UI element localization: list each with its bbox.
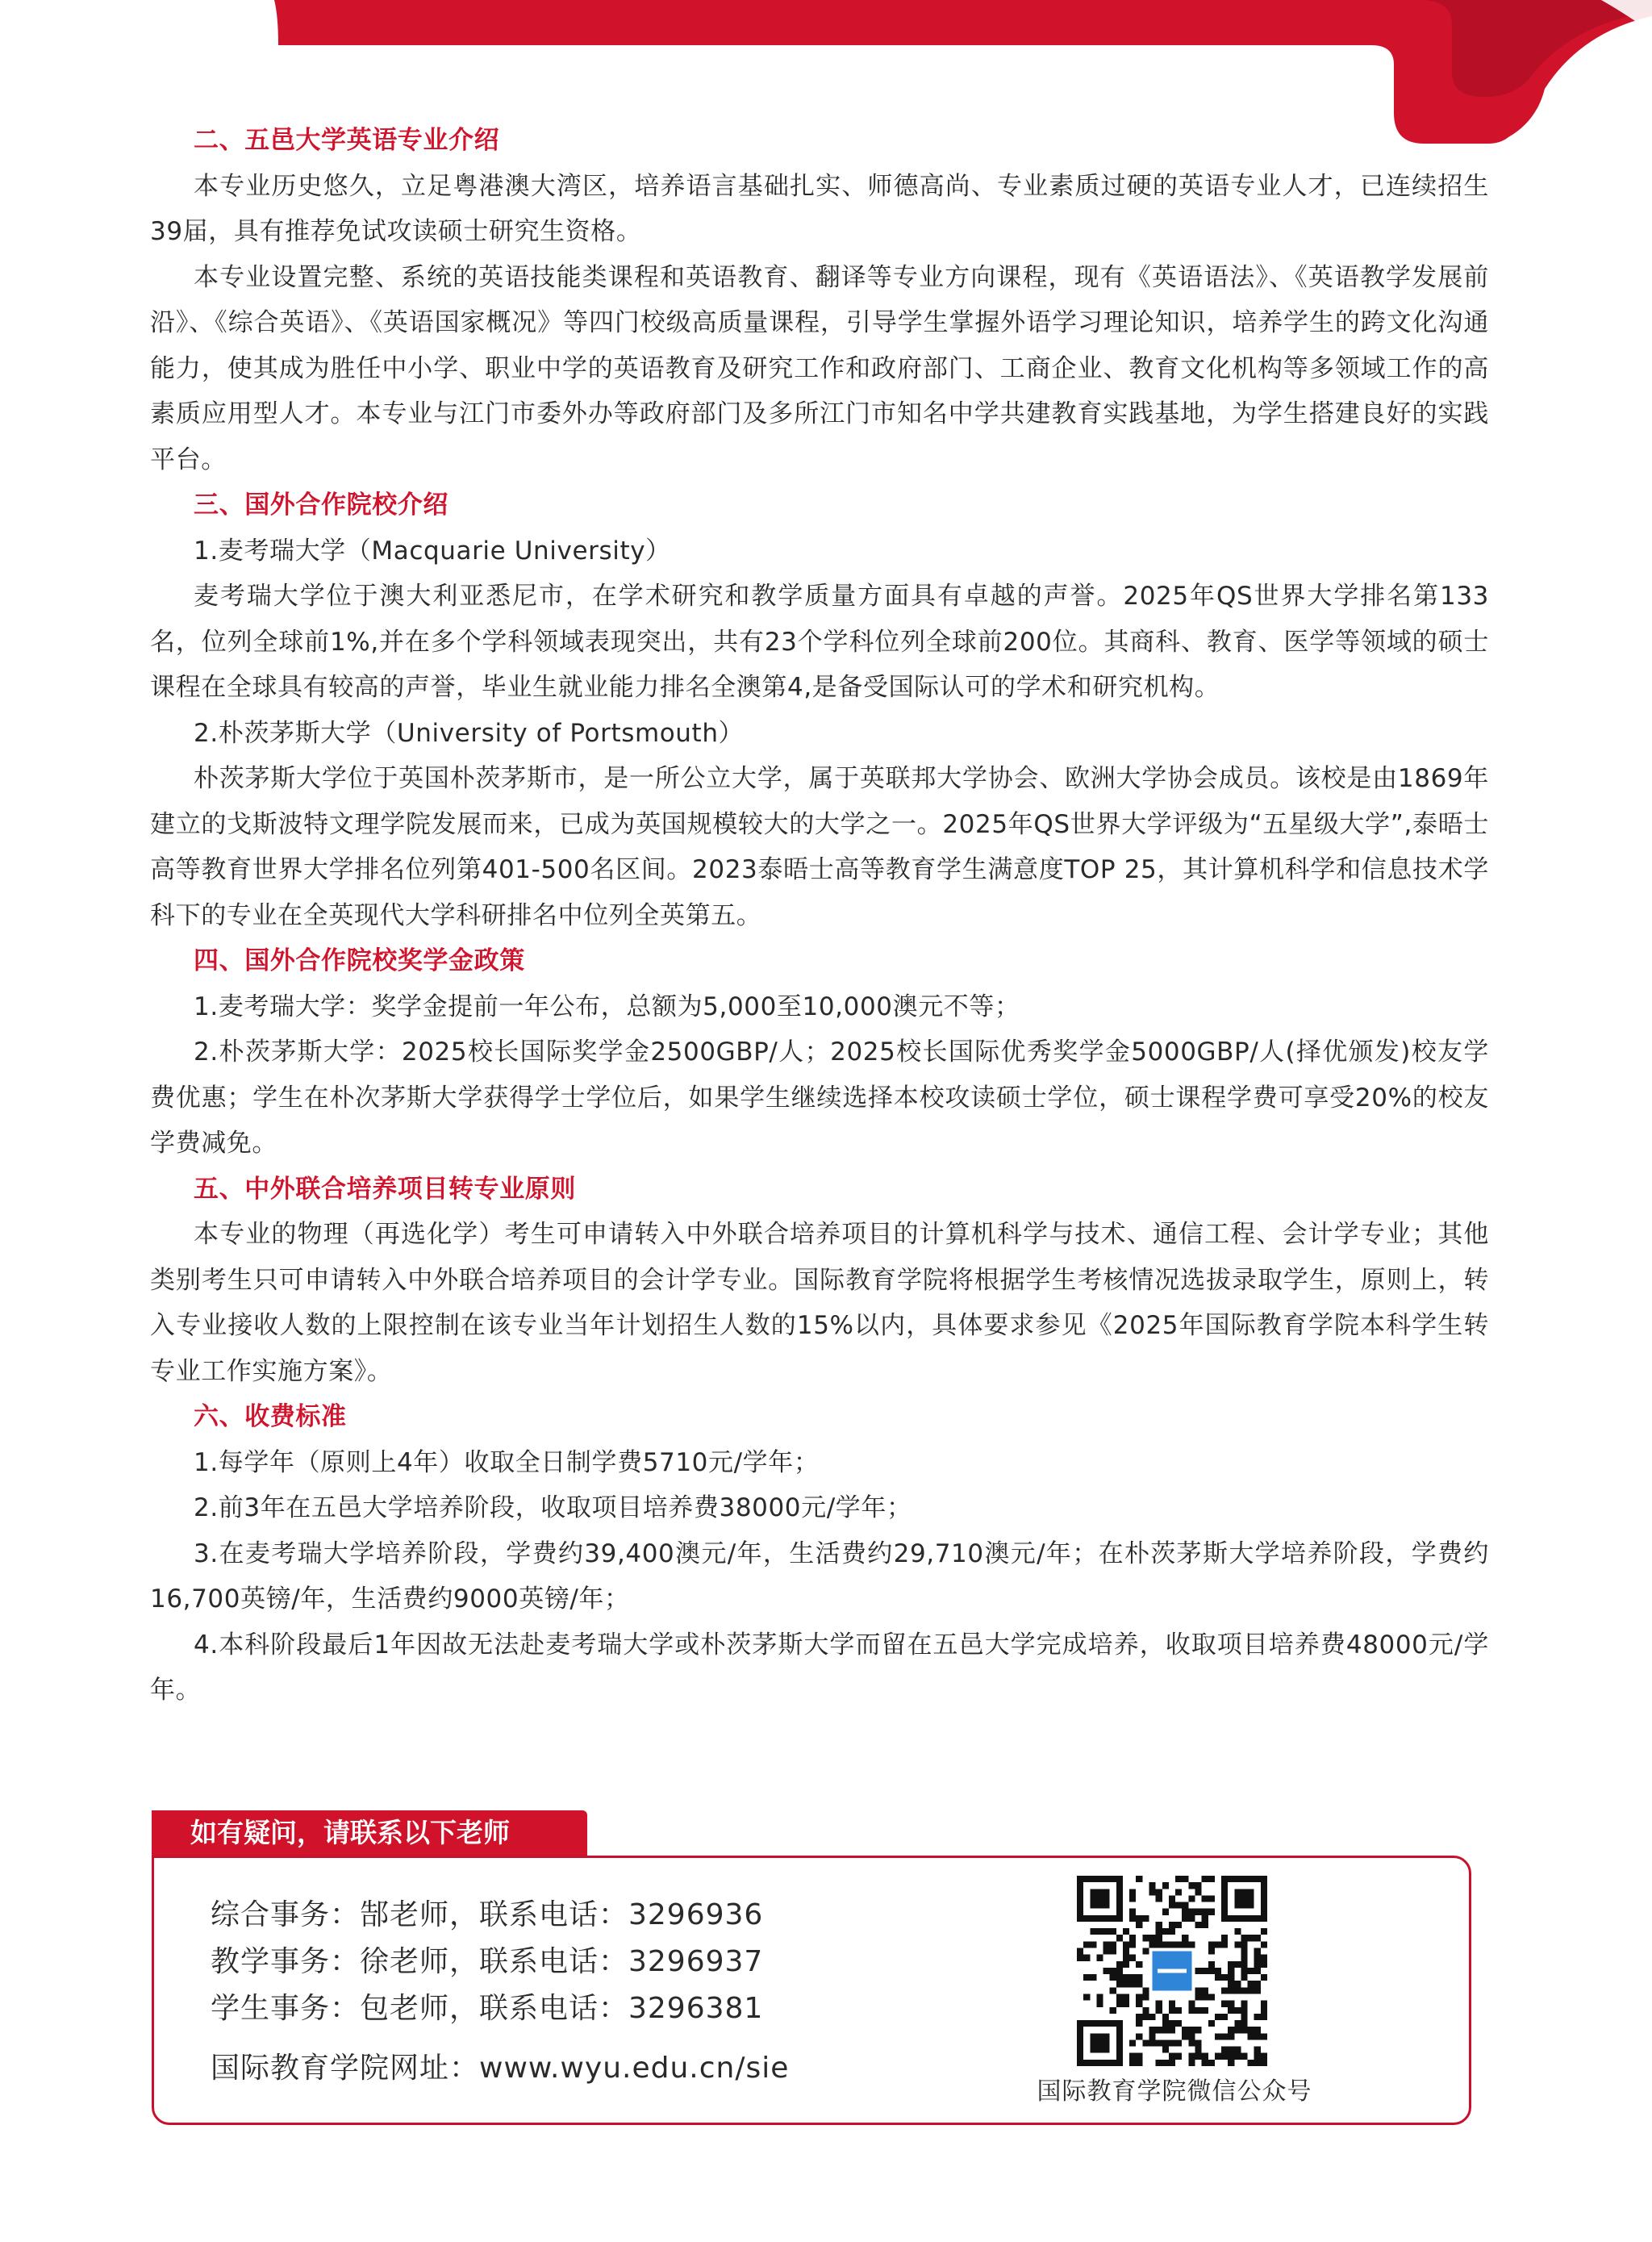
paragraph: 本专业历史悠久，立足粤港澳大湾区，培养语言基础扎实、师德高尚、专业素质过硬的英语专业人才，已连续招生39届，具有推荐免试攻读硕士研究生资格。 [150, 171, 1489, 246]
contact-box [152, 1856, 1471, 2125]
contact-tab-title: 如有疑问，请联系以下老师 [152, 1810, 587, 1856]
section-heading-fees: 六、收费标准 [194, 1402, 347, 1431]
section-heading-major: 二、五邑大学英语专业介绍 [194, 126, 500, 155]
section-heading-transfer: 五、中外联合培养项目转专业原则 [194, 1174, 576, 1204]
qr-code-icon [1077, 1876, 1267, 2066]
section-heading-scholarship: 四、国外合作院校奖学金政策 [194, 946, 525, 975]
contact-student: 学生事务：包老师，联系电话：3296381 [211, 1992, 764, 2025]
paragraph: 2.前3年在五邑大学培养阶段，收取项目培养费38000元/学年； [194, 1493, 912, 1522]
subheading-macquarie: 1.麦考瑞大学（Macquarie University） [194, 536, 671, 566]
contact-teaching: 教学事务：徐老师，联系电话：3296937 [211, 1945, 764, 1978]
paragraph: 本专业的物理（再选化学）考生可申请转入中外联合培养项目的计算机科学与技术、通信工程、会计学专业；其他类别考生只可申请转入中外联合培养项目的会计学专业。国际教育学院将根据学生考核情况选拔录取学生，原则上，转入专业接收人数的上限控制在该专业当年计划招生人数的15%以内，具体要求参见《2025年国际教育学院本科学生转专业工作实施方案》。 [150, 1220, 1489, 1386]
qr-caption: 国际教育学院微信公众号 [1037, 2077, 1312, 2106]
subheading-portsmouth: 2.朴茨茅斯大学（University of Portsmouth） [194, 718, 745, 748]
main-content [150, 118, 1489, 1714]
paragraph: 3.在麦考瑞大学培养阶段，学费约39,400澳元/年，生活费约29,710澳元/年；在朴茨茅斯大学培养阶段，学费约16,700英镑/年，生活费约9000英镑/年； [150, 1539, 1489, 1614]
paragraph: 4.本科阶段最后1年因故无法赴麦考瑞大学或朴茨茅斯大学而留在五邑大学完成培养，收取项目培养费48000元/学年。 [150, 1630, 1489, 1705]
paragraph: 朴茨茅斯大学位于英国朴茨茅斯市，是一所公立大学，属于英联邦大学协会、欧洲大学协会成员。该校是由1869年建立的戈斯波特文理学院发展而来，已成为英国规模较大的大学之一。2025年QS世界大学评级为“五星级大学”,泰晤士高等教育世界大学排名位列第401-500名区间。2023泰晤士高等教育学生满意度TOP 25，其计算机科学和信息技术学科下的专业在全英现代大学科研排名中位列全英第五。 [150, 764, 1489, 930]
paragraph: 2.朴茨茅斯大学：2025校长国际奖学金2500GBP/人；2025校长国际优秀奖学金5000GBP/人(择优颁发)校友学费优惠；学生在朴次茅斯大学获得学士学位后，如果学生继续选择本校攻读硕士学位，硕士课程学费可享受20%的校友学费减免。 [150, 1037, 1489, 1158]
contact-general: 综合事务：郜老师，联系电话：3296936 [211, 1898, 764, 1931]
website-link[interactable]: 国际教育学院网址：www.wyu.edu.cn/sie [211, 2052, 790, 2085]
paragraph: 1.每学年（原则上4年）收取全日制学费5710元/学年； [194, 1447, 820, 1477]
paragraph: 本专业设置完整、系统的英语技能类课程和英语教育、翻译等专业方向课程，现有《英语语法》、《英语教学发展前沿》、《综合英语》、《英语国家概况》等四门校级高质量课程，引导学生掌握外语学习理论知识，培养学生的跨文化沟通能力，使其成为胜任中小学、职业中学的英语教育及研究工作和政府部门、工商企业、教育文化机构等多领域工作的高素质应用型人才。本专业与江门市委外办等政府部门及多所江门市知名中学共建教育实践基地，为学生搭建良好的实践平台。 [150, 262, 1489, 474]
paragraph: 麦考瑞大学位于澳大利亚悉尼市，在学术研究和教学质量方面具有卓越的声誉。2025年QS世界大学排名第133名，位列全球前1%,并在多个学科领域表现突出，共有23个学科位列全球前200位。其商科、教育、医学等领域的硕士课程在全球具有较高的声誉，毕业生就业能力排名全澳第4,是备受国际认可的学术和研究机构。 [150, 582, 1489, 702]
section-heading-partners: 三、国外合作院校介绍 [194, 491, 448, 520]
paragraph: 1.麦考瑞大学：奖学金提前一年公布，总额为5,000至10,000澳元不等； [194, 992, 1020, 1021]
